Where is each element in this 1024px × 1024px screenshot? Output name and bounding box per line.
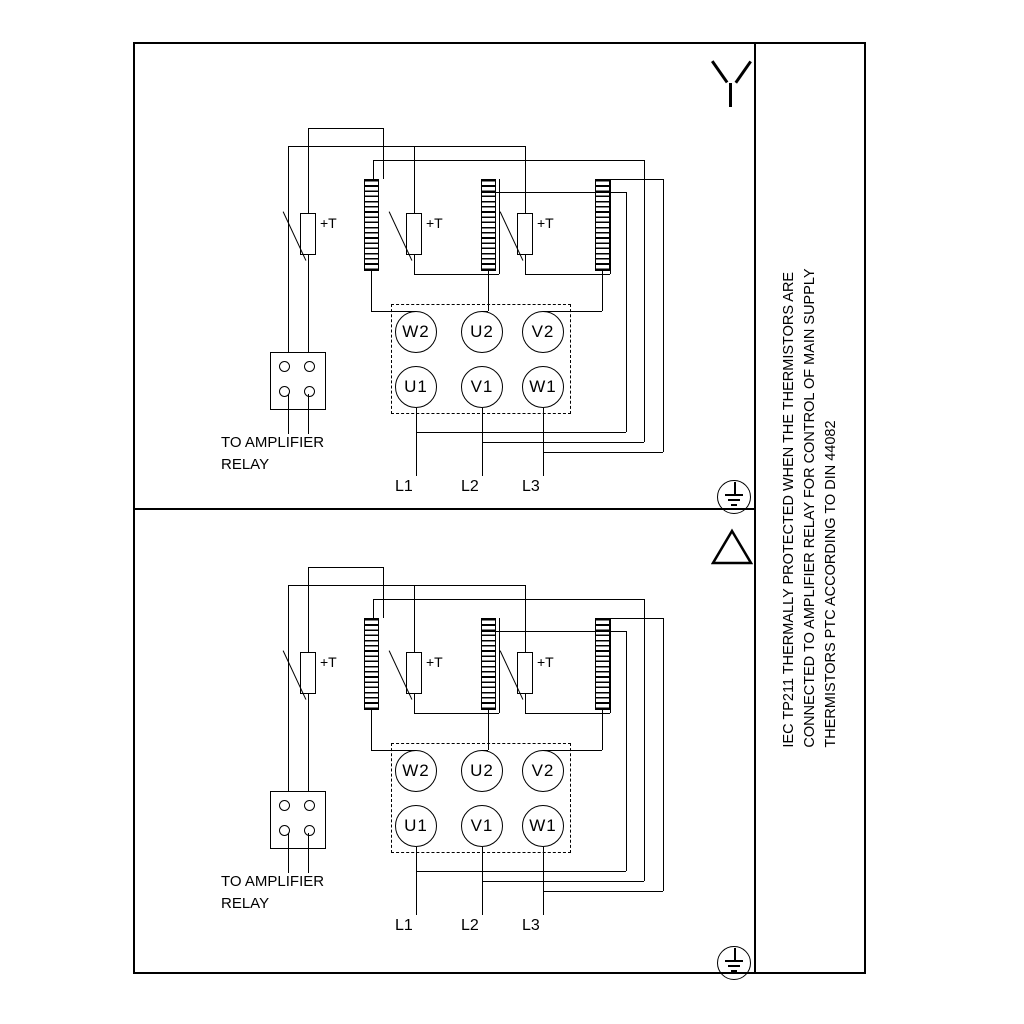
thermistor-lead <box>414 254 415 274</box>
wye-symbol <box>711 62 751 106</box>
thermistor-label: +T <box>426 654 443 670</box>
delta-glyph <box>711 528 753 566</box>
amplifier-label-line1: TO AMPLIFIER <box>221 873 325 890</box>
amplifier-label-line2: RELAY <box>221 456 270 473</box>
panel-delta <box>133 508 754 974</box>
thermistor-lead <box>525 585 526 653</box>
coil-lead <box>488 271 489 311</box>
bus-wire <box>416 871 626 872</box>
winding-coil <box>364 179 379 271</box>
bus-wire <box>595 618 663 619</box>
thermistor-bus <box>288 585 526 586</box>
winding-coil <box>364 618 379 710</box>
thermistor-symbol <box>406 213 422 255</box>
phase-label-l1: L1 <box>395 917 413 934</box>
coil-lead <box>482 750 488 751</box>
thermistor-bus <box>525 274 610 275</box>
thermistor-bus <box>288 146 526 147</box>
note-line-2: CONNECTED TO AMPLIFIER RELAY FOR CONTROL OF MAIN SUPPLY <box>801 268 818 748</box>
thermistor-bus <box>414 713 499 714</box>
coil-lead <box>602 271 603 311</box>
coil-lead <box>371 750 416 751</box>
thermistor-bus <box>308 128 383 129</box>
note-column <box>754 42 866 974</box>
terminal-u1[interactable]: U1 <box>395 805 437 847</box>
coil-lead <box>371 311 416 312</box>
bus-wire <box>644 599 645 881</box>
thermistor-lead <box>308 254 309 355</box>
coil-lead <box>543 750 602 751</box>
thermistor-bus <box>499 179 500 274</box>
terminal-u2[interactable]: U2 <box>461 311 503 353</box>
thermistor-lead <box>308 567 309 653</box>
amplifier-terminal-block <box>270 791 326 849</box>
thermistor-lead <box>414 585 415 653</box>
bus-wire <box>543 452 663 453</box>
phase-lead-l1 <box>416 408 417 476</box>
phase-label-l2: L2 <box>461 478 479 495</box>
note-line-3: THERMISTORS PTC ACCORDING TO DIN 44082 <box>822 420 839 748</box>
thermistor-lead <box>525 146 526 214</box>
thermistor-lead <box>414 146 415 214</box>
coil-lead <box>371 271 372 311</box>
terminal-w1[interactable]: W1 <box>522 805 564 847</box>
terminal-v2[interactable]: V2 <box>522 311 564 353</box>
thermistor-label: +T <box>537 654 554 670</box>
coil-lead <box>602 710 603 750</box>
phase-label-l3: L3 <box>522 478 540 495</box>
amplifier-label-line2: RELAY <box>221 895 270 912</box>
bus-wire <box>373 599 644 600</box>
thermistor-bus <box>525 713 610 714</box>
bus-wire <box>416 432 626 433</box>
bus-wire <box>595 179 663 180</box>
thermistor-lead <box>308 693 309 794</box>
thermistor-bus <box>499 618 500 713</box>
bus-wire <box>481 631 626 632</box>
thermistor-bus <box>288 585 289 793</box>
thermistor-bus <box>610 618 611 713</box>
bus-wire <box>663 618 664 891</box>
coil-lead <box>543 311 602 312</box>
bus-wire <box>482 881 644 882</box>
thermistor-lead <box>525 693 526 713</box>
thermistor-bus <box>414 274 499 275</box>
thermistor-label: +T <box>537 215 554 231</box>
coil-lead <box>482 311 488 312</box>
phase-lead-l1 <box>416 847 417 915</box>
phase-label-l1: L1 <box>395 478 413 495</box>
thermistor-symbol <box>300 213 316 255</box>
thermistor-symbol <box>300 652 316 694</box>
coil-lead <box>488 710 489 750</box>
thermistor-symbol <box>517 652 533 694</box>
thermistor-bus <box>610 179 611 274</box>
thermistor-lead <box>525 254 526 274</box>
terminal-u2[interactable]: U2 <box>461 750 503 792</box>
thermistor-bus <box>383 128 384 179</box>
thermistor-bus <box>288 146 289 354</box>
thermistor-symbol <box>517 213 533 255</box>
thermistor-bus <box>308 567 383 568</box>
bus-wire <box>543 891 663 892</box>
amplifier-lead <box>288 394 289 434</box>
bus-wire <box>663 179 664 452</box>
panel-star <box>133 42 754 508</box>
phase-label-l2: L2 <box>461 917 479 934</box>
terminal-v1[interactable]: V1 <box>461 805 503 847</box>
bus-wire <box>626 192 627 432</box>
bus-wire <box>373 160 374 179</box>
bus-wire <box>373 599 374 618</box>
amplifier-terminal-block <box>270 352 326 410</box>
thermistor-bus <box>383 567 384 618</box>
bus-wire <box>626 631 627 871</box>
terminal-v2[interactable]: V2 <box>522 750 564 792</box>
note-line-1: IEC TP211 THERMALLY PROTECTED WHEN THE THERMISTORS ARE <box>780 271 797 748</box>
delta-symbol <box>711 528 753 566</box>
terminal-u1[interactable]: U1 <box>395 366 437 408</box>
thermistor-label: +T <box>426 215 443 231</box>
terminal-w1[interactable]: W1 <box>522 366 564 408</box>
thermistor-symbol <box>406 652 422 694</box>
earth-symbol <box>711 946 757 980</box>
amplifier-label-line1: TO AMPLIFIER <box>221 434 325 451</box>
thermistor-label: +T <box>320 215 337 231</box>
bus-wire <box>481 192 626 193</box>
terminal-w2[interactable]: W2 <box>395 311 437 353</box>
bus-wire <box>373 160 644 161</box>
bus-wire <box>644 160 645 442</box>
amplifier-lead <box>308 394 309 434</box>
amplifier-lead <box>288 833 289 873</box>
bus-wire <box>482 442 644 443</box>
amplifier-lead <box>308 833 309 873</box>
thermistor-label: +T <box>320 654 337 670</box>
phase-label-l3: L3 <box>522 917 540 934</box>
thermistor-lead <box>308 128 309 214</box>
terminal-v1[interactable]: V1 <box>461 366 503 408</box>
coil-lead <box>371 710 372 750</box>
thermistor-lead <box>414 693 415 713</box>
terminal-w2[interactable]: W2 <box>395 750 437 792</box>
